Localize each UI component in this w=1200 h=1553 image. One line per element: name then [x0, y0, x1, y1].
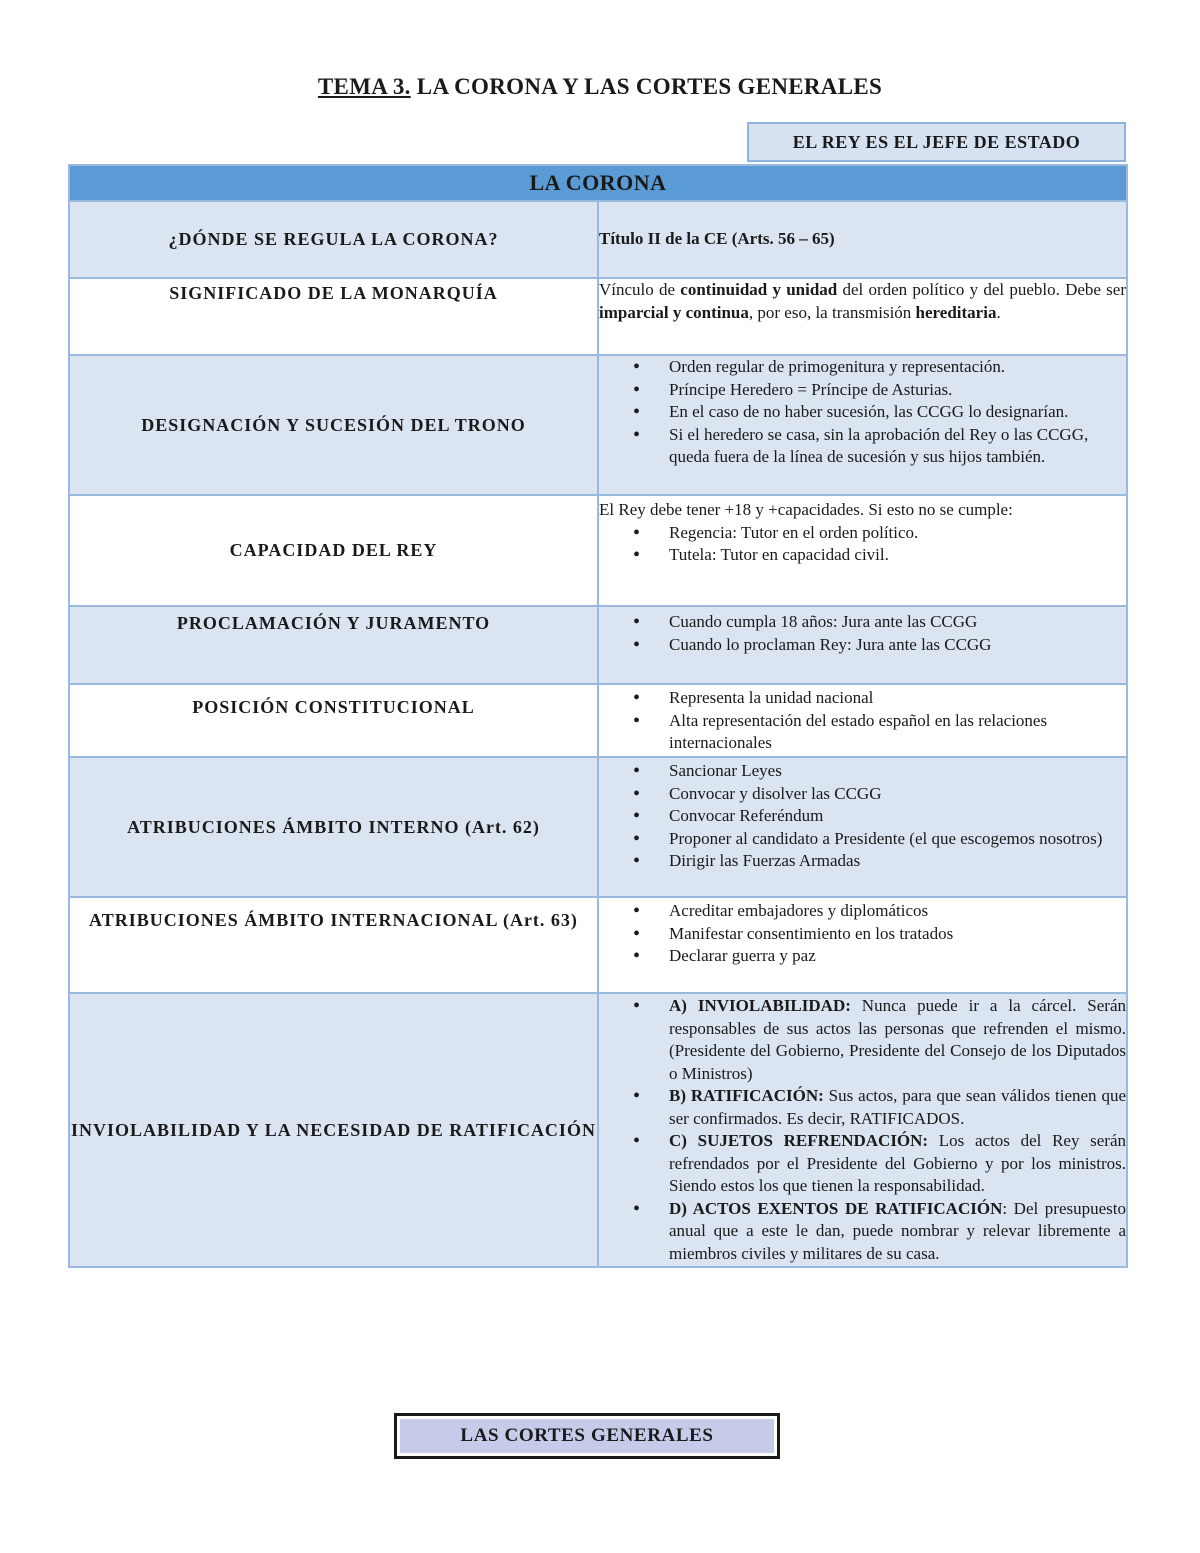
table-row — [69, 684, 1127, 757]
list-item: • Convocar y disolver las CCGG — [669, 783, 1126, 806]
list-item: • Sancionar Leyes — [669, 760, 1126, 783]
atribuciones-interno-list — [599, 760, 1126, 873]
item-heading: B) RATIFICACIÓN: — [669, 1086, 824, 1105]
row-label-posicion: POSICIÓN CONSTITUCIONAL — [69, 684, 598, 757]
table-header: LA CORONA — [69, 165, 1127, 201]
posicion-list — [599, 687, 1126, 755]
table-row — [69, 278, 1127, 355]
row-value-atribuciones-interno — [598, 757, 1127, 897]
row-label-proclamacion: PROCLAMACIÓN Y JURAMENTO — [69, 606, 598, 684]
row-label-regulacion: ¿DÓNDE SE REGULA LA CORONA? — [69, 201, 598, 278]
significado-text-4: . — [996, 302, 1001, 322]
row-value-significado — [598, 278, 1127, 355]
significado-text-1: Vínculo de — [599, 280, 681, 299]
significado-text-2: del orden político y del pueblo. Debe ser — [837, 280, 1126, 299]
cortes-generales-inner — [400, 1419, 774, 1453]
list-item: • Acreditar embajadores y diplomáticos — [669, 900, 1126, 923]
list-item: • Declarar guerra y paz — [669, 945, 1126, 968]
list-item: • Cuando lo proclaman Rey: Jura ante las CCGG — [669, 634, 1126, 657]
list-item: • Convocar Referéndum — [669, 805, 1126, 828]
significado-bold-2: imparcial y continua — [599, 302, 749, 322]
list-item: • Príncipe Heredero = Príncipe de Asturias. — [669, 379, 1126, 402]
list-item — [669, 1198, 1126, 1266]
row-value-atribuciones-internacional — [598, 897, 1127, 993]
item-text: Sus actos, para que sean válidos tienen que ser confirmados. Es decir, RATIFICADOS. — [669, 1086, 1126, 1128]
table-row — [69, 606, 1127, 684]
list-item: • Dirigir las Fuerzas Armadas — [669, 850, 1126, 873]
rey-jefe-estado-box — [747, 122, 1126, 162]
item-heading: D) ACTOS EXENTOS DE RATIFICACIÓN — [669, 1198, 1003, 1218]
title-rest: LA CORONA Y LAS CORTES GENERALES — [410, 74, 883, 99]
regulacion-text: Título II de la CE (Arts. 56 – 65) — [599, 229, 835, 249]
row-value-regulacion — [598, 201, 1127, 278]
capacidad-intro: El Rey debe tener +18 y +capacidades. Si esto no se cumple: — [599, 500, 1013, 519]
list-item: • Tutela: Tutor en capacidad civil. — [669, 544, 1126, 567]
atribuciones-internacional-list — [599, 900, 1126, 968]
table-row — [69, 495, 1127, 606]
table-row — [69, 201, 1127, 278]
row-label-atribuciones-interno: ATRIBUCIONES ÁMBITO INTERNO (Art. 62) — [69, 757, 598, 897]
table-row — [69, 993, 1127, 1267]
list-item: • Cuando cumpla 18 años: Jura ante las CCGG — [669, 611, 1126, 634]
list-item: • Representa la unidad nacional — [669, 687, 1126, 710]
cortes-generales-box — [394, 1413, 780, 1459]
row-label-atribuciones-internacional: ATRIBUCIONES ÁMBITO INTERNACIONAL (Art. 63) — [69, 897, 598, 993]
table-row — [69, 355, 1127, 495]
inviolabilidad-list — [599, 995, 1126, 1265]
item-heading: A) INVIOLABILIDAD: — [669, 996, 851, 1015]
item-heading: C) SUJETOS REFRENDACIÓN: — [669, 1131, 929, 1150]
title-tema: TEMA 3. — [317, 74, 411, 99]
list-item: • Orden regular de primogenitura y representación. — [669, 356, 1126, 379]
row-label-inviolabilidad: INVIOLABILIDAD Y LA NECESIDAD DE RATIFICACIÓN — [69, 993, 598, 1267]
significado-bold-3: hereditaria — [915, 302, 997, 322]
row-value-posicion — [598, 684, 1127, 757]
designacion-list — [599, 356, 1126, 469]
row-label-designacion: DESIGNACIÓN Y SUCESIÓN DEL TRONO — [69, 355, 598, 495]
row-value-designacion — [598, 355, 1127, 495]
list-item — [669, 995, 1126, 1085]
list-item: • Alta representación del estado español en las relaciones internacionales — [669, 710, 1126, 755]
list-item — [669, 1085, 1126, 1130]
list-item: • Manifestar consentimiento en los tratados — [669, 923, 1126, 946]
row-value-capacidad — [598, 495, 1127, 606]
item-text: Nunca puede ir a la cárcel. Serán responsables de sus actos las personas que refrenden el mismo. (Presidente del Gobierno, Presidente del Consejo de los Diputados o Ministros) — [669, 996, 1126, 1083]
list-item: • En el caso de no haber sucesión, las CCGG lo designarían. — [669, 401, 1126, 424]
rey-box-label: EL REY ES EL JEFE DE ESTADO — [792, 131, 1081, 152]
row-value-inviolabilidad — [598, 993, 1127, 1267]
capacidad-list — [599, 522, 1126, 567]
item-text: : Del presupuesto anual que a este le dan, puede nombrar y relevar libremente a miembros civiles y militares de su casa. — [669, 1198, 1127, 1263]
page-title — [0, 74, 1200, 100]
cortes-generales-label: LAS CORTES GENERALES — [460, 1425, 714, 1446]
list-item: • Si el heredero se casa, sin la aprobación del Rey o las CCGG, queda fuera de la línea de sucesión y sus hijos también. — [669, 424, 1126, 469]
la-corona-table — [68, 164, 1128, 1268]
list-item: • Regencia: Tutor en el orden político. — [669, 522, 1126, 545]
row-label-capacidad: CAPACIDAD DEL REY — [69, 495, 598, 606]
significado-bold-1: continuidad y unidad — [680, 280, 838, 299]
list-item — [669, 1130, 1126, 1198]
list-item: • Proponer al candidato a Presidente (el que escogemos nosotros) — [669, 828, 1126, 851]
row-label-significado: SIGNIFICADO DE LA MONARQUÍA — [69, 278, 598, 355]
item-text: Los actos del Rey serán refrendados por el Presidente del Gobierno y por los ministros. Siendo estos los que tienen la responsabilidad. — [669, 1131, 1127, 1195]
table-row — [69, 757, 1127, 897]
row-value-proclamacion — [598, 606, 1127, 684]
significado-text-3: , por eso, la transmisión — [748, 302, 916, 322]
table-row — [69, 897, 1127, 993]
proclamacion-list — [599, 611, 1126, 656]
